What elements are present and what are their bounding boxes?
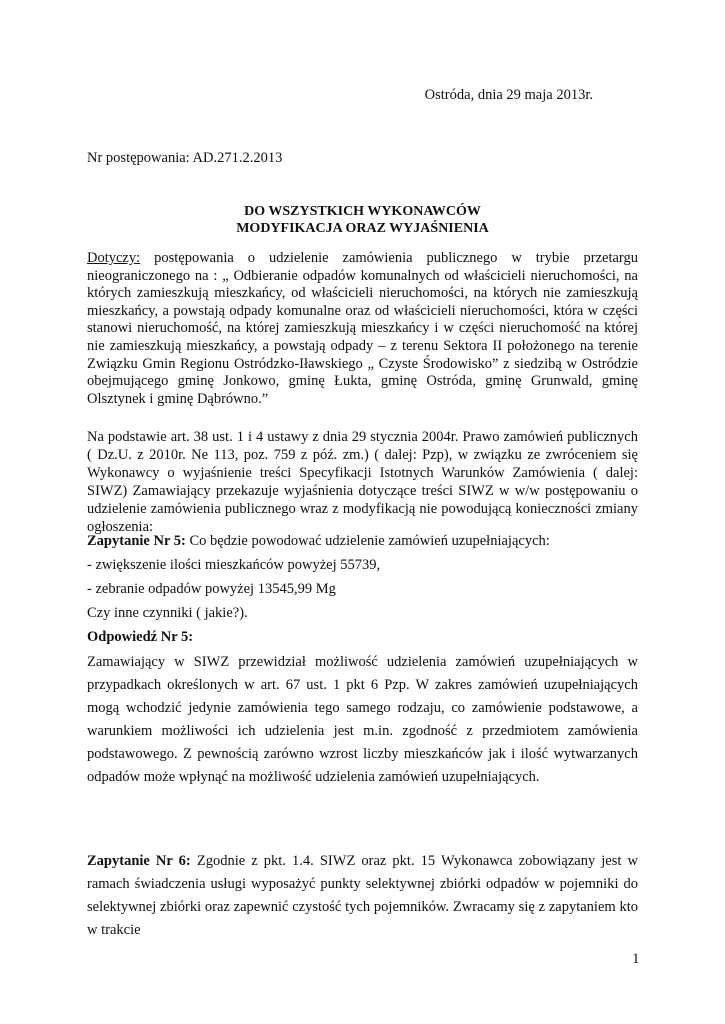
page-number: 1 <box>632 951 640 967</box>
procedure-number: Nr postępowania: AD.271.2.2013 <box>87 150 283 166</box>
subject-text: postępowania o udzielenie zamówienia publicznego w trybie przetargu nieograniczonego na : „ Odbieranie odpadów komunalnych od właścicieli nieruchomości, na których zamieszkują mieszkańcy, od właścicieli nieruchomości, na których nie zamieszkują mieszkańcy, a powstają odpady komunalne oraz od właścicieli nieruchomości, która w części stanowi nieruchomość, na której zamieszkują mieszkańcy i w części nieruchomość na której nie zamieszkują mieszkańcy, a powstają odpady – z terenu Sektora II położonego na terenie Związku Gmin Regionu Ostródzko-Iławskiego „ Czyste Środowisko” z siedzibą w Ostródzie obejmującego gminę Jonkowo, gminę Łukta, gminę Ostróda, gminę Grunwald, gminę Olsztynek i gminę Dąbrówno.” <box>87 250 638 407</box>
question-5-item: - zwiększenie ilości mieszkańców powyżej 55739, <box>87 557 381 573</box>
question-5-label: Zapytanie Nr 5: <box>87 533 186 549</box>
question-5-item: Czy inne czynniki ( jakie?). <box>87 605 248 621</box>
question-6-paragraph <box>87 850 638 942</box>
question-6-text: Zgodnie z pkt. 1.4. SIWZ oraz pkt. 15 Wykonawca zobowiązany jest w ramach świadczenia usługi wyposażyć punkty selektywnej zbiórki odpadów w pojemniki do selektywnej zbiórki oraz zapewnić czystość tych pojemników. Zwracamy się z zapytaniem kto w trakcie <box>87 853 638 938</box>
document-title-line-2: MODYFIKACJA ORAZ WYJAŚNIENIA <box>236 221 489 236</box>
question-5 <box>87 529 638 553</box>
answer-5-text: Zamawiający w SIWZ przewidział możliwość udzielenia zamówień uzupełniających w przypadkach określonych w art. 67 ust. 1 pkt 6 Pzp. W zakres zamówień uzupełniających mogą wchodzić jedynie zamówienia tego samego rodzaju, co zamówienie podstawowe, a warunkiem możliwości ich udzielenia jest m.in. zgodność z przedmiotem zamówienia podstawowego. Z pewnością zarówno wzrost liczby mieszkańców jak i ilość wytwarzanych odpadów może wpłynąć na możliwość udzielenia zamówień uzupełniających. <box>87 654 638 785</box>
subject-paragraph <box>87 250 638 408</box>
document-title-line-1: DO WSZYSTKICH WYKONAWCÓW <box>244 204 481 219</box>
question-5-text: Co będzie powodować udzielenie zamówień uzupełniających: <box>185 533 550 549</box>
question-5-section <box>87 529 638 649</box>
document-date: Ostróda, dnia 29 maja 2013r. <box>424 87 593 103</box>
legal-basis-paragraph: Na podstawie art. 38 ust. 1 i 4 ustawy z dnia 29 stycznia 2004r. Prawo zamówień publicznych ( Dz.U. z 2010r. Ne 113, poz. 759 z póź. zm.) ( dalej: Pzp), w związku ze zwróceniem się Wykonawcy o wyjaśnienie treści Specyfikacji Istotnych Warunków Zamówienia ( dalej: SIWZ) Zamawiający przekazuje wyjaśnienia dotyczące treści SIWZ w w/w postępowaniu o udzielenie zamówienia publicznego wraz z modyfikacją nie powodującą konieczności zmiany ogłoszenia: <box>87 429 638 535</box>
question-6-label: Zapytanie Nr 6: <box>87 853 191 869</box>
answer-5-label: Odpowiedź Nr 5: <box>87 629 194 645</box>
subject-label: Dotyczy: <box>87 250 141 266</box>
question-5-item: - zebranie odpadów powyżej 13545,99 Mg <box>87 581 336 597</box>
